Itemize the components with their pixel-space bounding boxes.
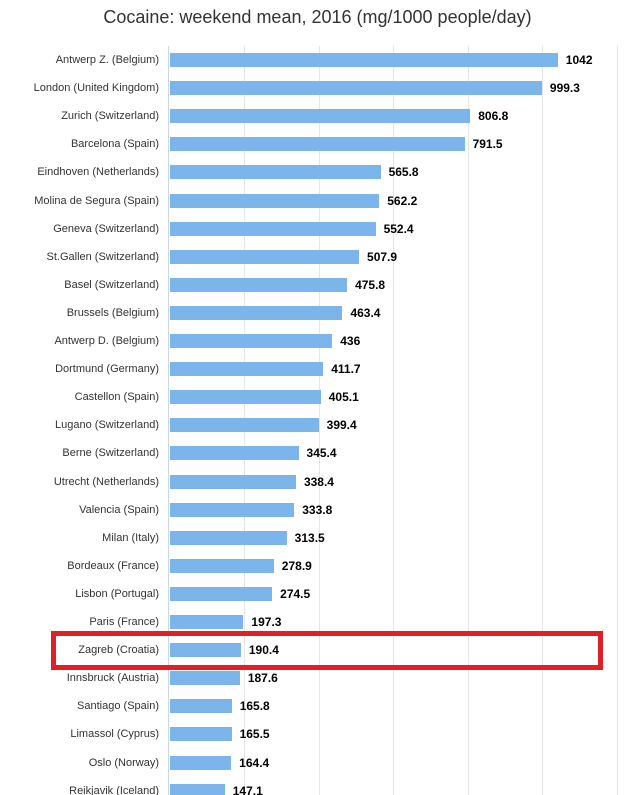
category-label: Innsbruck (Austria) [66, 672, 159, 685]
bar[interactable] [170, 306, 342, 320]
bar[interactable] [170, 503, 294, 517]
chart-row [0, 243, 635, 271]
bar[interactable] [170, 278, 347, 292]
bar[interactable] [170, 194, 379, 208]
value-label: 565.8 [388, 165, 419, 180]
value-label: 197.3 [251, 615, 282, 629]
value-label: 436 [340, 334, 361, 348]
chart-row [0, 46, 635, 74]
category-label: Molina de Segura (Spain) [34, 194, 159, 207]
chart-row [0, 271, 635, 299]
bar[interactable] [170, 334, 332, 348]
category-label: Antwerp Z. (Belgium) [55, 54, 159, 66]
bar[interactable] [170, 671, 240, 685]
chart-row [0, 692, 635, 720]
bar[interactable] [170, 475, 296, 489]
bar[interactable] [170, 727, 232, 741]
bar[interactable] [170, 418, 319, 432]
category-label: Milan (Italy) [102, 531, 159, 544]
bar[interactable] [170, 446, 299, 460]
value-label: 147.1 [232, 783, 263, 795]
chart-row [0, 524, 635, 552]
value-label: 333.8 [302, 502, 333, 517]
value-label: 562.2 [387, 193, 418, 208]
bar[interactable] [170, 587, 272, 601]
category-label: Berne (Switzerland) [62, 447, 159, 460]
category-label: Utrecht (Netherlands) [53, 475, 159, 488]
chart-row [0, 102, 635, 130]
category-label: Brussels (Belgium) [66, 306, 159, 319]
category-label: Dortmund (Germany) [55, 363, 159, 376]
chart-row [0, 215, 635, 243]
chart-row [0, 130, 635, 158]
bar[interactable] [170, 559, 274, 573]
category-label: Castellon (Spain) [74, 391, 159, 404]
category-label: Bordeaux (France) [67, 559, 159, 572]
value-label: 338.4 [303, 474, 334, 489]
bar[interactable] [170, 165, 381, 179]
value-label: 1042 [565, 53, 593, 67]
category-label: London (United Kingdom) [33, 82, 159, 95]
value-label: 552.4 [383, 221, 414, 236]
chart-row [0, 187, 635, 215]
bar[interactable] [170, 222, 376, 236]
value-label: 190.4 [248, 643, 279, 658]
value-label: 165.8 [239, 699, 270, 714]
chart-row [0, 720, 635, 748]
category-label: Reikjavik (Iceland) [69, 784, 159, 795]
category-label: Paris (France) [89, 616, 159, 628]
bar[interactable] [170, 390, 321, 404]
value-label: 274.5 [280, 586, 311, 601]
bar[interactable] [170, 137, 465, 151]
value-label: 399.4 [326, 418, 357, 433]
category-label: St.Gallen (Switzerland) [46, 250, 159, 263]
bar[interactable] [170, 53, 558, 67]
chart-row [0, 777, 635, 795]
chart-row [0, 355, 635, 383]
value-label: 345.4 [306, 446, 337, 461]
chart-row [0, 327, 635, 355]
value-label: 164.4 [239, 755, 270, 770]
chart-row [0, 749, 635, 777]
value-label: 187.6 [247, 671, 278, 686]
bar[interactable] [170, 756, 231, 770]
bar[interactable] [170, 699, 232, 713]
chart-row [0, 411, 635, 439]
category-label: Oslo (Norway) [88, 756, 159, 769]
value-label: 165.5 [239, 727, 270, 742]
chart-row [0, 468, 635, 496]
chart-row [0, 496, 635, 524]
bar[interactable] [170, 81, 542, 95]
value-label: 405.1 [328, 390, 359, 405]
category-label: Lugano (Switzerland) [55, 419, 159, 432]
bar[interactable] [170, 109, 470, 123]
category-label: Limassol (Cyprus) [70, 728, 159, 741]
bar[interactable] [170, 250, 359, 264]
category-label: Zurich (Switzerland) [61, 110, 159, 123]
value-label: 806.8 [478, 109, 509, 124]
bar[interactable] [170, 531, 287, 545]
category-label: Basel (Switzerland) [64, 278, 159, 291]
value-label: 791.5 [472, 137, 503, 152]
bar[interactable] [170, 615, 243, 629]
category-label: Barcelona (Spain) [70, 138, 159, 151]
category-label: Antwerp D. (Belgium) [54, 335, 159, 347]
value-label: 411.7 [331, 362, 361, 377]
category-label: Lisbon (Portugal) [75, 587, 159, 600]
chart-title: Cocaine: weekend mean, 2016 (mg/1000 people/day) [103, 7, 532, 27]
value-label: 475.8 [355, 277, 386, 292]
chart-row [0, 383, 635, 411]
highlight-rectangle [51, 631, 603, 670]
chart-row [0, 299, 635, 327]
value-label: 278.9 [281, 558, 312, 573]
category-label: Eindhoven (Netherlands) [37, 166, 159, 179]
category-label: Valencia (Spain) [79, 503, 159, 516]
value-label: 313.5 [294, 530, 325, 545]
category-label: Geneva (Switzerland) [53, 222, 159, 235]
bar[interactable] [170, 784, 225, 795]
value-label: 463.4 [350, 305, 381, 320]
category-label: Zagreb (Croatia) [78, 644, 159, 657]
value-label: 507.9 [367, 249, 398, 264]
chart-row [0, 158, 635, 186]
chart-row [0, 439, 635, 467]
category-label: Santiago (Spain) [77, 700, 159, 713]
chart-row [0, 552, 635, 580]
bar[interactable] [170, 362, 323, 376]
chart-row [0, 74, 635, 102]
chart-row [0, 580, 635, 608]
value-label: 999.3 [549, 81, 580, 96]
